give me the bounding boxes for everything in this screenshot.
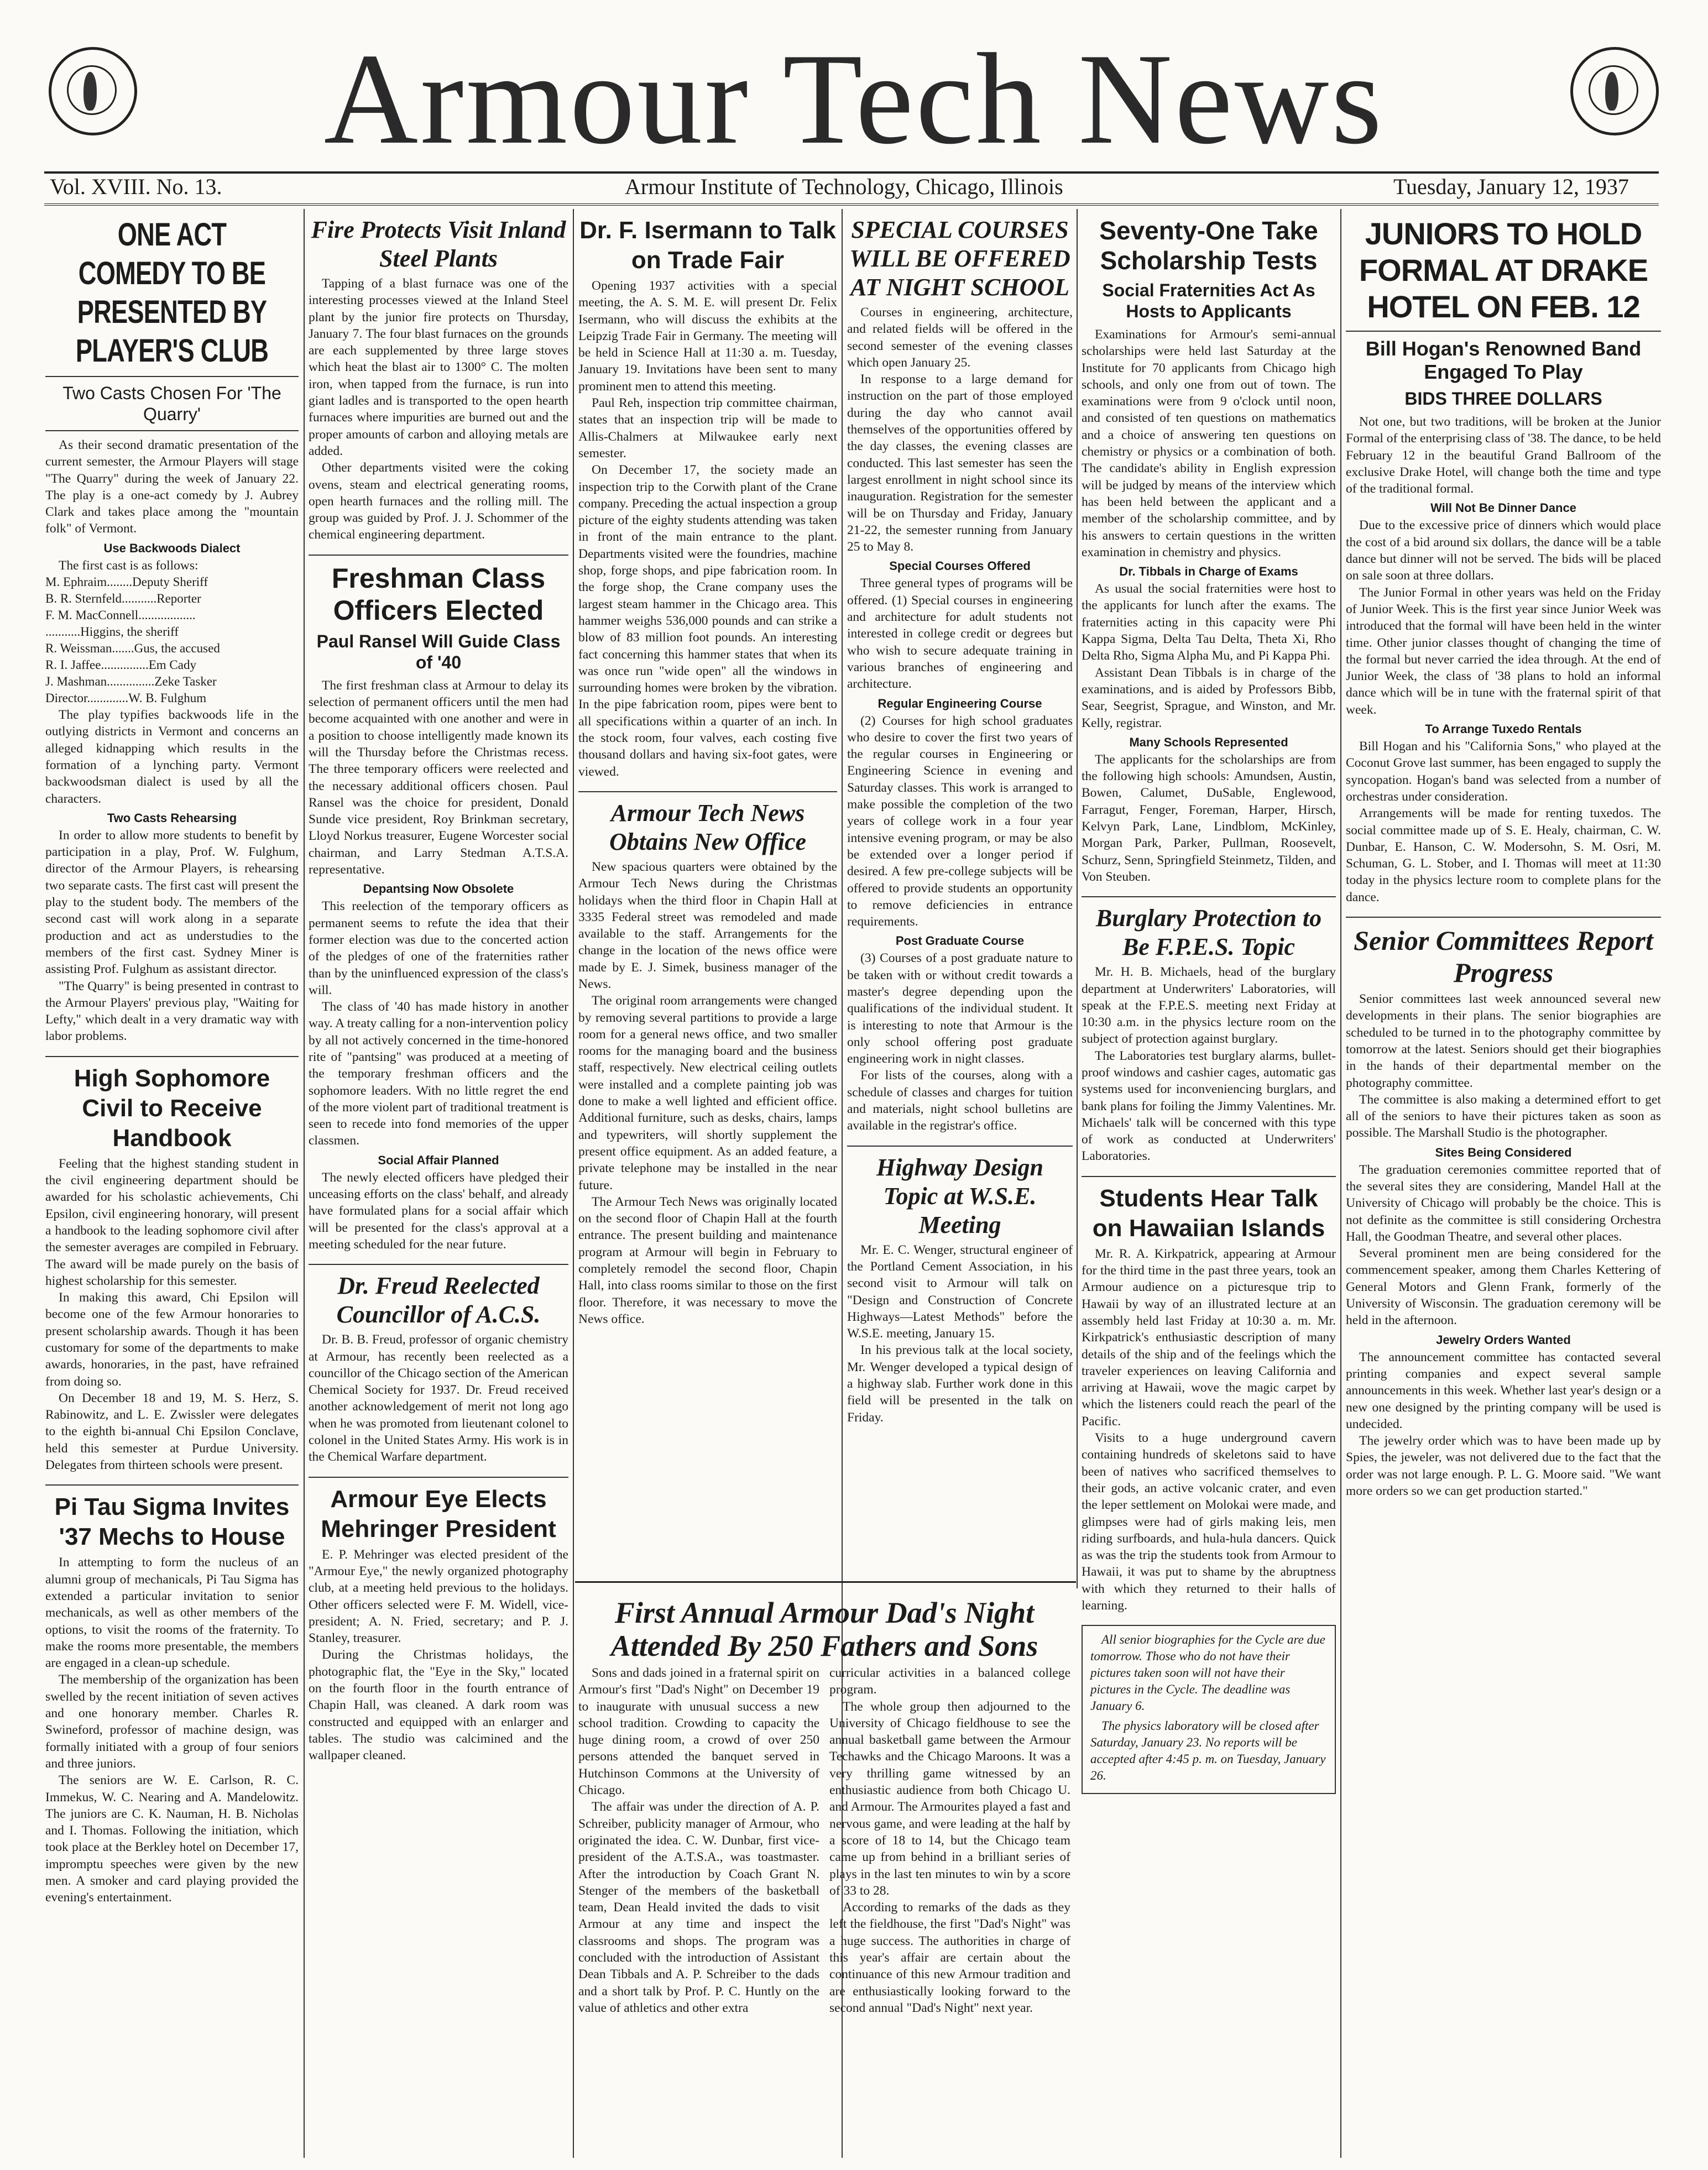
sidehead: To Arrange Tuxedo Rentals — [1425, 722, 1582, 736]
headline: Highway Design Topic at W.S.E. Meeting — [876, 1153, 1043, 1238]
sidehead: Many Schools Represented — [1129, 735, 1288, 749]
subheadline: Paul Ransel Will Guide Class of '40 — [316, 631, 561, 672]
paragraph: curricular activities in a balanced college program. — [829, 1666, 1070, 1697]
subheadline: Two Casts Chosen For 'The Quarry' — [62, 383, 281, 424]
paragraph: Arrangements will be made for renting tuxedos. The social committee made up of S. E. Healy, chairman, C. W. Dunbar, E. Hanson, C. W. Modersohn, S. M. Osri, M. Schuman, G. L. Stober, and I. Thomas will meet at 11:30 today in the physics lecture room to complete plans for the dance. — [1346, 806, 1661, 904]
paragraph: Paul Reh, inspection trip committee chairman, states that an inspection trip will be made to Allis-Chalmers at Milwaukee early next semester. — [578, 396, 837, 461]
headline: Pi Tau Sigma Invites '37 Mechs to House — [54, 1493, 290, 1551]
paragraph: Bill Hogan and his "California Sons," who played at the Coconut Grove last summer, has been engaged to supply the syncopation. Hogan's band was selected from a number of orchestras under consideration. — [1346, 739, 1661, 804]
article-freud — [309, 1272, 568, 1465]
article-senior-committees — [1346, 924, 1661, 1499]
headline: Students Hear Talk on Hawaiian Islands — [1092, 1184, 1325, 1242]
paragraph: (3) Courses of a post graduate nature to be taken with or without credit towards a master's degree depending upon the qualifications of the individual student. It is interesting to note that Armour is the only school offering post graduate engineering work in night classes. — [847, 951, 1073, 1066]
paragraph: In his previous talk at the local society, Mr. Wenger developed a typical design of a highway slab. Further work done in this field will be presented in the talk on Friday. — [847, 1343, 1073, 1425]
paragraph: As usual the social fraternities were host to the applicants for lunch after the exams. The fraternities acting in this capacity were Phi Kappa Sigma, Delta Tau Delta, Theta Xi, Rho Delta Rho, Sigma Alpha Mu, and Pi Kappa Phi. — [1082, 582, 1336, 663]
sidehead: Two Casts Rehearsing — [107, 811, 237, 825]
subheadline: Social Fraternities Act As Hosts to Applicants — [1102, 280, 1315, 321]
paragraph: E. P. Mehringer was elected president of the "Armour Eye," the newly organized photography club, at a meeting held previous to the holidays. Other officers selected were F. M. Widell, vice-president; A. N. Fried, secretary; and P. J. Stanley, treasurer. — [309, 1547, 568, 1646]
headline: JUNIORS TO HOLD FORMAL AT DRAKE HOTEL ON FEB. 12 — [1359, 216, 1648, 324]
paragraph: As their second dramatic presentation of the current semester, the Armour Players will stage "The Quarry" during the week of January 22. The play is a one-act comedy by J. Aubrey Clark and takes place among the "mountain folk" of Vermont. — [45, 438, 299, 536]
paragraph: Dr. B. B. Freud, professor of organic chemistry at Armour, has recently been reelected as a councillor of the Chicago section of the American Chemical Society for 1937. Dr. Freud received another acknowledgement of merit not long ago when he was promoted from lieutenant colonel to colonel in the United States Army. His work is in the Chemical Warfare department. — [309, 1332, 568, 1465]
article-pi-tau-sigma — [45, 1492, 299, 1906]
article-isermann — [578, 216, 837, 780]
sidehead: Regular Engineering Course — [877, 696, 1042, 710]
paragraph: The membership of the organization has been swelled by the recent initiation of seven actives and one honorary member. Charles R. Swineford, professor of machine design, was formally initiated with a group of four seniors and three juniors. — [45, 1672, 299, 1771]
paragraph: Other departments visited were the coking ovens, steam and electrical generating rooms, open hearth furnaces and the rolling mill. The group was guided by Prof. J. J. Schommer of the chemical engineering department. — [309, 461, 568, 542]
sidehead: Depantsing Now Obsolete — [363, 882, 514, 896]
subheadline-bids: BIDS THREE DOLLARS — [1404, 389, 1602, 409]
paragraph: New spacious quarters were obtained by the Armour Tech News during the Christmas holidays when the third floor in Chapin Hall at 3335 Federal street was remodeled and made available to the staff. Arrangements for the change in the location of the news office were made by E. J. Simek, business manager of the News. — [578, 859, 837, 991]
column-1 — [45, 209, 299, 2158]
headline: Armour Eye Elects Mehringer President — [321, 1485, 556, 1542]
paragraph: Three general types of programs will be offered. (1) Special courses in engineering and architecture for adult students not interested in college credit or degrees but who wish to secure adequate training in various branches of engineering and architecture. — [847, 576, 1073, 692]
column-rule — [573, 209, 574, 2158]
paragraph: In making this award, Chi Epsilon will become one of the few Armour honoraries to present scholarship awards. Though it has been customary for some of the departments to make awards, honoraries, in the past, have refrained from doing so. — [45, 1290, 299, 1389]
paragraph: Tapping of a blast furnace was one of the interesting processes viewed at the Inland Steel plant by the junior fire protects on Thursday, January 7. The four blast furnaces on the grounds are each supplemented by three large stoves which heat the blast air to 1300° C. The molten iron, when tapped from the furnace, is run into giant ladles and is transported to the open hearth furnaces where impurities are burned out and the proper amounts of carbon and alloying metals are added. — [309, 276, 568, 458]
column-5 — [1082, 209, 1336, 2158]
paragraph: Mr. E. C. Wenger, structural engineer of the Portland Cement Association, in his second visit to Armour will talk on "Design and Construction of Concrete Highways—Latest Methods" before the W.S.E. meeting, January 15. — [847, 1242, 1073, 1341]
paragraph: Examinations for Armour's semi-annual scholarships were held last Saturday at the Institute for 70 applicants from Chicago high schools, and only one from out of town. The examinations were from 9 o'clock until noon, and consisted of ten questions on mathematics and a choice of answering ten questions on chemistry or physics or a combination of both. The candidate's ability in English expression will be judged by means of the interview which has been held between the applicant and a member of the scholarship committee, and by his answers to certain questions in the written examination in chemistry and physics. — [1082, 327, 1336, 560]
paragraph: Courses in engineering, architecture, and related fields will be offered in the second semester of the evening classes which open January 25. — [847, 305, 1073, 370]
article-hawaii — [1082, 1184, 1336, 1614]
paragraph: The seniors are W. E. Carlson, R. C. Immekus, W. C. Nearing and A. Mandelowitz. The juniors are C. K. Nauman, H. B. Nicholas and I. Thomas. Following the initiation, which took place at the Berkley hotel on December 17, impromptu speeches were given by the new men. A smoker and card playing provided the evening's entertainment. — [45, 1773, 299, 1905]
institute-line: Armour Institute of Technology, Chicago, Illinois — [625, 174, 1063, 199]
notice-box — [1082, 1625, 1336, 1794]
sidehead: Jewelry Orders Wanted — [1436, 1332, 1571, 1347]
paragraph: "The Quarry" is being presented in contrast to the Armour Players' previous play, "Waiting for Lefty," which dealt in a very dramatic way with labor problems. — [45, 979, 299, 1044]
cast-list: M. Ephraim........Deputy Sheriff B. R. Sternfeld...........Reporter F. M. MacConnell.................. ...........Higgins, the sheriff R. Weissman.......Gus, the accused R. I. Jaffee...............Em Cady J. Mashman...............Zeke Tasker Director.............W. B. Fulghum — [45, 575, 220, 705]
paragraph: Several prominent men are being considered for the commencement speaker, among them Charles Kettering of General Motors and Glenn Frank, formerly of the University of Wisconsin. The graduation ceremony will be held in the afternoon. — [1346, 1246, 1661, 1328]
article-scholarship — [1082, 216, 1336, 885]
paragraph: Mr. R. A. Kirkpatrick, appearing at Armour for the third time in the past three years, took an Armour audience on a picturesque trip to Hawaii by way of an illustrated lecture at an assembly held last Friday at 10:30 a. m. Mr. Kirkpatrick's enthusiastic description of many details of the ship and of the feelings which the traveler experiences on leaving California and arriving at Hawaii, wove the magic carpet by which the listeners could reach the pearl of the Pacific. — [1082, 1246, 1336, 1429]
sidehead: Will Not Be Dinner Dance — [1430, 501, 1576, 515]
column-2 — [309, 209, 568, 2158]
paragraph: Feeling that the highest standing student in the civil engineering department should be awarded for his scholastic achievements, Chi Epsilon, civil engineering honorary, will present a handbook to the leading sophomore civil after the semester averages are compiled in February. The award will be made purely on the basis of highest scholarship for this semester. — [45, 1156, 299, 1288]
paragraph: The whole group then adjourned to the University of Chicago fieldhouse to see the annual basketball game between the Armour Techawks and the Chicago Maroons. It was a very thrilling game witnessed by an enthusiastic audience from both Chicago U. and Armour. The Armourites played a fast and nervous game, and were leading at the half by a score of 18 to 14, but the Chicago team came up from behind in a brilliant series of plays in the last ten minutes to win by a score of 33 to 28. — [829, 1699, 1070, 1898]
column-6 — [1346, 209, 1661, 2158]
headline: Freshman Class Officers Elected — [331, 562, 546, 626]
notice-biographies: All senior biographies for the Cycle are due tomorrow. Those who do not have their pictures taken soon will not have their pictures in the Cycle. The deadline was January 6. — [1090, 1633, 1325, 1713]
paragraph: The committee is also making a determined effort to get all of the seniors to have their pictures taken as soon as possible. The Marshall Studio is the photographer. — [1346, 1092, 1661, 1141]
column-4 — [847, 209, 1073, 1580]
column-rule — [304, 209, 305, 2158]
sidehead: Social Affair Planned — [378, 1153, 499, 1167]
volume-number: Vol. XVIII. No. 13. — [50, 174, 222, 199]
paragraph: The graduation ceremonies committee reported that of the several sites they are considering, Mandel Hall at the University of Chicago will probably be the choice. This is not definite as the committee is still considering Orchestra Hall, the Goodman Theatre, and several other places. — [1346, 1162, 1661, 1244]
article-junior-formal — [1346, 216, 1661, 906]
masthead-double-rule — [44, 203, 1659, 206]
sidehead: Sites Being Considered — [1435, 1145, 1572, 1159]
article-burglary — [1082, 904, 1336, 1165]
article-freshman — [309, 562, 568, 1253]
paragraph: The play typifies backwoods life in the outlying districts in Vermont and concerns an alleged kidnapping which results in the formation of a lynching party. Vermont backwoodsman dialect is used by all the characters. — [45, 708, 299, 806]
paragraph: The Junior Formal in other years was held on the Friday of Junior Week. This is the first year since Junior Week was introduced that the formal will have been held in the winter time. Other junior classes thought of changing the time of the formal but never carried the idea through. At the end of Junior Week, the class of '38 plans to hold an informal dance which will be in tune with the fraternal spirit of that week. — [1346, 585, 1661, 717]
paragraph: The first cast is as follows: — [59, 558, 199, 573]
headline: Fire Protects Visit Inland Steel Plants — [311, 216, 566, 272]
paragraph: Senior committees last week announced several new developments in their plans. The senior biographies are scheduled to be turned in to the photography committee by tomorrow at the latest. Seniors should get their biographies in the hands of their departmental member on the photography committee. — [1346, 992, 1661, 1090]
headline: Senior Committees Report Progress — [1354, 925, 1653, 989]
paragraph: In order to allow more students to benefit by participation in a play, Prof. W. Fulghum, director of the Armour Players, is rehearsing two separate casts. The first cast will present the play to the student body. The members of the second cast will work along in a separate production and act as understudies to the members of the first cast. Sydney Miner is assisting Prof. Fulghum as assistant director. — [45, 828, 299, 977]
paragraph: On December 18 and 19, M. S. Herz, S. Rabinowitz, and L. E. Zwissler were delegates to the eighth bi-annual Chi Epsilon Conclave, held this semester at Purdue University. Delegates from thirteen schools were present. — [45, 1390, 299, 1473]
paragraph: Opening 1937 activities with a special meeting, the A. S. M. E. will present Dr. Felix Isermann, who will discuss the exhibits at the Leipzig Trade Fair in Germany. The meeting will be held in Science Hall at 11:30 a. m. Tuesday, January 19. Invitations have been sent to many prominent men to attend this meeting. — [578, 279, 837, 394]
masthead-title: Armour Tech News — [323, 27, 1385, 171]
article-highway — [847, 1153, 1073, 1426]
headline: Burglary Protection to Be F.P.E.S. Topic — [1095, 904, 1322, 961]
headline: ONE ACT COMEDY TO BE PRESENTED BY PLAYER'S CLUB — [75, 217, 269, 369]
article-night-school — [847, 216, 1073, 1134]
sidehead: Special Courses Offered — [889, 559, 1031, 573]
paragraph: The class of '40 has made history in another way. A treaty calling for a non-intervention policy by all not actively concerned in the time-honored rite of "pantsing" was produced at a meeting of the temporary freshman officers and the sophomore leaders. With no little regret the end of the more violent part of traditional treatment is seen to recede into fond memories of the upper classmen. — [309, 1000, 568, 1148]
paragraph: Mr. H. B. Michaels, head of the burglary department at Underwriters' Laboratories, will speak at the F.P.E.S. meeting next Friday at 10:30 a.m. in the physics lecture room on the subject of protection against burglary. — [1082, 965, 1336, 1047]
paragraph: The jewelry order which was to have been made up by Spies, the jeweler, was not delivered due to the fact that the order was not large enough. P. L. G. Moore said. "We want more orders so we can get production started." — [1346, 1434, 1661, 1499]
headline: Dr. Freud Reelected Councillor of A.C.S. — [336, 1272, 541, 1329]
paragraph: According to remarks of the dads as they left the fieldhouse, the first "Dad's Night" was a huge success. The authorities in charge of this year's affair are certain about the continuance of this new Armour tradition and are enthusiastically looking forward to the second annual "Dad's Night" next year. — [829, 1900, 1070, 2015]
headline: Dr. F. Isermann to Talk on Trade Fair — [579, 217, 836, 274]
paragraph: The original room arrangements were changed by removing several partitions to provide a large room for a general news office, and two smaller rooms for the managing board and the business staff, respectively. New electrical ceiling outlets were installed and a complete painting job was done to make a well lighted and efficient office. Additional furniture, such as desks, chairs, lamps and typewriters, will shortly supplement the present office equipment. As an added feature, a private telephone may be installed in the near future. — [578, 994, 837, 1193]
paragraph: This reelection of the temporary officers as permanent seems to refute the idea that their former election was due to the concerted action of the pledges of one of the fraternities rather than by the uninfluenced expression of the class's will. — [309, 899, 568, 997]
paragraph: Assistant Dean Tibbals is in charge of the examinations, and is aided by Professors Bibb, Sear, Seegrist, Sprague, and Winston, and Mr. Kelly, registrar. — [1082, 665, 1336, 730]
paragraph: The applicants for the scholarships are from the following high schools: Amundsen, Austin, Bowen, Calumet, DuSable, Englewood, Farragut, Fenger, Foreman, Harper, Hirsch, Kelvyn Park, Lane, Lindblom, McKinley, Morgan Park, Parker, Pullman, Roosevelt, Schurz, Senn, Springfield Steinmetz, Tilden, and Von Steuben. — [1082, 752, 1336, 884]
article-new-office — [578, 799, 837, 1327]
article-comedy — [45, 216, 299, 1045]
masthead-rule — [44, 171, 1659, 174]
headline: First Annual Armour Dad's Night Attended By 250 Fathers and Sons — [610, 1596, 1038, 1662]
paragraph: The first freshman class at Armour to delay its selection of permanent officers until the men had become acquainted with one another and were in a position to choose intelligently made known its will the Thursday before the Christmas recess. The three temporary officers were reelected and the necessary additional officers chosen. Paul Ransel was the choice for president, Donald Sunde vice president, Roy Brinkman secretary, Lloyd Norkus treasurer, Eugene Worcester social chairman, and Larry Stedman A.T.S.A. representative. — [309, 678, 568, 877]
headline: Armour Tech News Obtains New Office — [609, 799, 807, 855]
headline: SPECIAL COURSES WILL BE OFFERED AT NIGHT SCHOOL — [849, 216, 1070, 301]
sidehead: Dr. Tibbals in Charge of Exams — [1119, 564, 1298, 579]
column-rule — [1077, 209, 1078, 1588]
paragraph: For lists of the courses, along with a schedule of classes and charges for tuition and materials, night school bulletins are available in the registrar's office. — [847, 1068, 1073, 1133]
dads-rule — [575, 1581, 1076, 1583]
notice-physics-lab: The physics laboratory will be closed after Saturday, January 23. No reports will be accepted after 4:45 p. m. on Tuesday, January 26. — [1090, 1719, 1326, 1783]
headline: Seventy-One Take Scholarship Tests — [1099, 216, 1318, 275]
paragraph: Not one, but two traditions, will be broken at the Junior Formal of the enterprising class of '38. The dance, to be held February 12 in the beautiful Grand Ballroom of the exclusive Drake Hotel, will change both the time and type of the traditional formal. — [1346, 415, 1661, 496]
paragraph: Sons and dads joined in a fraternal spirit on Armour's first "Dad's Night" on December 19 to inaugurate with unusual success a new school tradition. Crowding to capacity the huge dining room, a crowd of over 250 persons attended the banquet served in Hutchinson Commons at the University of Chicago. — [578, 1666, 819, 1798]
paragraph: On December 17, the society made an inspection trip to the Corwith plant of the Crane company. Preceding the actual inspection a group picture of the eighty students attending was taken in front of the main entrance to the plant. Departments visited were the foundries, machine shop, forge shops, and pipe fabrication room. In the forge shop, the Crane company uses the largest steam hammer in the Chicago area. This hammer weighs 536,000 pounds and can strike a blow of 83 million foot pounds. An interesting fact concerning this hammer states that when its was once run "wide open" all the windows in surrounding homes were broken by the vibration. In the pipe fabrication room, pipes were bent to all specifications within a quarter of an inch. In the stock room, four valves, each costing five thousand dollars and having six-foot gates, were viewed. — [578, 463, 837, 779]
subheadline: Bill Hogan's Renowned Band Engaged To Play — [1365, 337, 1642, 383]
article-fire-protects — [309, 216, 568, 543]
paragraph: The Armour Tech News was originally located on the second floor of Chapin Hall at the fourth entrance. The present building and maintenance program at Armour will begin in February to completely remodel the second floor, Chapin Hall, into class rooms similar to those on the first floor. Therefore, it was necessary to move the News office. — [578, 1194, 837, 1326]
paragraph: Due to the excessive price of dinners which would place the cost of a bid around six dollars, the dance will be a table dance but dinner will not be served. The bids will be placed on sale soon at three dollars. — [1346, 518, 1661, 583]
column-rule — [1340, 209, 1341, 2158]
paragraph: Visits to a huge underground cavern containing hundreds of skeletons said to have been of natives who sacrificed themselves to their gods, an active volcanic crater, and even the leper settlement on Molokai were made, and glimpses were had of girls making leis, men riding surfboards, and hula-hula dancers. Quick as was the trip the students took from Armour to Hawaii, it was put to shame by the abruptness with which they returned to their halls of learning. — [1082, 1431, 1336, 1613]
headline: High Sophomore Civil to Receive Handbook — [74, 1064, 270, 1152]
article-handbook — [45, 1064, 299, 1474]
paragraph: (2) Courses for high school graduates who desire to cover the first two years of the regular courses in Engineering or Engineering Science in evening and Saturday classes. This work is arranged to make possible the completion of the two years of college work in a four year intensive evening program, or may be also be extended over a longer period if desired. A few pre-college subjects will be offered to provide students an opportunity to remove deficiencies in entrance requirements. — [847, 713, 1073, 929]
paragraph: The announcement committee has contacted several printing companies and expect several sample announcements in this week. Whether last year's design or a new one designed by the printing company will be used is undecided. — [1346, 1350, 1661, 1431]
paragraph: In response to a large demand for instruction on the part of those employed during the day who cannot avail themselves of the opportunities offered by the day classes, the evening classes are conducted. This last semester has seen the largest enrollment in night school since its inauguration. Registration for the semester will be on Thursday and Friday, January 21-22, the semester running from January 25 to May 8. — [847, 372, 1073, 555]
article-armour-eye — [309, 1484, 568, 1764]
article-dads-night — [578, 1589, 1070, 2016]
paragraph: The Laboratories test burglary alarms, bullet-proof windows and cashier cages, automatic gas systems used for inconveniencing burglars, and bank plans for foiling the Jimmy Valentines. Mr. Michaels' talk will be concerned with this type of work as conducted at Underwriters' Laboratories. — [1082, 1048, 1336, 1164]
issue-date: Tuesday, January 12, 1937 — [1393, 174, 1629, 199]
paragraph: The newly elected officers have pledged their unceasing efforts on the class' behalf, and already have formulated plans for a social affair which will be presented for the class's approval at a meeting scheduled for the near future. — [309, 1170, 568, 1252]
paragraph: During the Christmas holidays, the photographic flat, the "Eye in the Sky," located on the fourth floor in the fourth entrance of Chapin Hall, was cleaned. A dark room was constructed and equipped with an enlarger and tables. The studio was calcimined and the wallpaper cleaned. — [309, 1648, 568, 1763]
sidehead: Use Backwoods Dialect — [103, 541, 241, 555]
paragraph: The affair was under the direction of A. P. Schreiber, publicity manager of Armour, who originated the idea. C. W. Dunbar, first vice-president of the A.T.S.A., was toastmaster. After the introduction by Coach Grant N. Stenger of the members of the basketball team, Dean Heald invited the dads to visit Armour at any time and inspect the classrooms and shops. The program was concluded with the introduction of Assistant Dean Tibbals and A. P. Schreiber to the dads and a short talk by Prof. P. C. Huntly on the value of athletics and other extra — [578, 1800, 819, 2015]
sidehead: Post Graduate Course — [895, 934, 1025, 948]
column-3 — [578, 209, 837, 1580]
paragraph: In attempting to form the nucleus of an alumni group of mechanicals, Pi Tau Sigma has extended a particular invitation to senior mechanicals, as well as other members of the options, to visit the rooms of the fraternity. To make the rooms more presentable, the members are engaged in a clean-up schedule. — [45, 1555, 299, 1671]
